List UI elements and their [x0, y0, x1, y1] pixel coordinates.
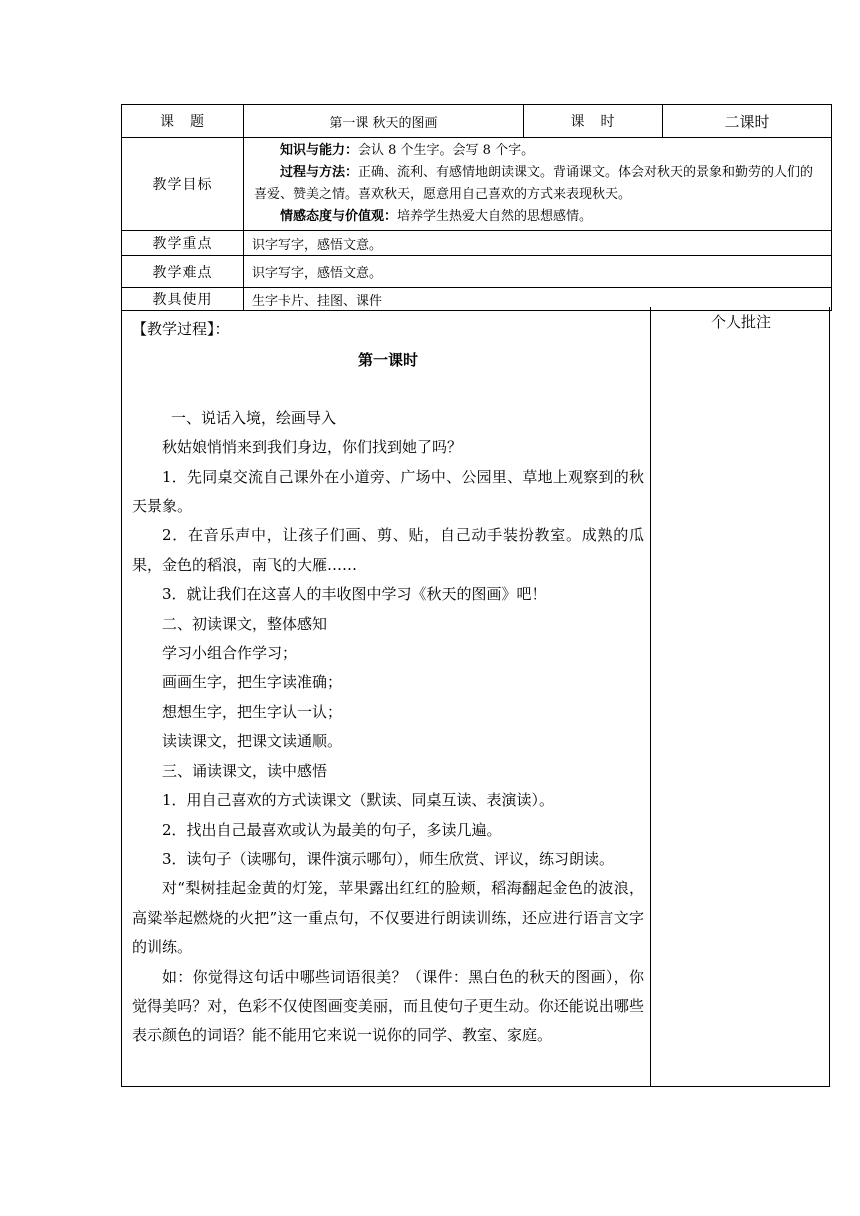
goals-cell — [244, 138, 832, 231]
tools-label: 教具使用 — [122, 288, 244, 311]
paragraph: 2．找出自己最喜欢或认为最美的句子，多读几遍。 — [162, 820, 502, 839]
paragraph: 3．读句子（读哪句，课件演示哪句），师生欣赏、评议，练习朗读。 — [162, 849, 615, 868]
personal-notes-label: 个人批注 — [710, 313, 771, 331]
paragraph: 想想生字，把生字认一认； — [162, 702, 343, 721]
step-heading: 二、初读课文，整体感知 — [162, 614, 328, 633]
step-heading: 三、诵读课文，读中感悟 — [162, 761, 328, 780]
goal-title: 过程与方法： — [280, 165, 359, 180]
goal-title: 知识与能力： — [280, 143, 359, 158]
paragraph: 1．用自己喜欢的方式读课文（默读、同桌互读、表演读）。 — [162, 791, 555, 810]
paragraph: 秋姑娘悄悄来到我们身边，你们找到她了吗？ — [162, 438, 463, 457]
difficulty-label: 教学难点 — [122, 256, 244, 288]
paragraph: 画画生字，把生字读准确； — [162, 673, 343, 692]
goal-text: 培养学生热爱大自然的思想感情。 — [397, 209, 593, 224]
paragraph: 读读课文，把课文读通顺。 — [162, 732, 343, 751]
topic-value: 第一课 秋天的图画 — [244, 105, 524, 138]
personal-notes-column — [651, 307, 831, 332]
step-heading: 一、说话入境，绘画导入 — [171, 408, 337, 427]
column-divider — [650, 307, 651, 1086]
paragraph: 1．先同桌交流自己课外在小道旁、广场中、公园里、草地上观察到的秋天景象。 — [132, 467, 644, 516]
goals-label: 教学目标 — [122, 138, 244, 231]
paragraph: 2．在音乐声中，让孩子们画、剪、贴，自己动手装扮教室。成熟的瓜果，金色的稻浪，南飞的大雁…… — [132, 526, 644, 574]
section-title: 第一课时 — [357, 351, 418, 370]
paragraph: 对“梨树挂起金黄的灯笼，苹果露出红红的脸颊，稻海翻起金色的波浪，高粱举起燃烧的火把”这一重点句，不仅要进行朗读训练，还应进行语言文字的训练。 — [132, 879, 644, 957]
goal-title: 情感态度与价值观： — [280, 209, 398, 224]
period-value: 二课时 — [663, 105, 832, 138]
topic-label: 课 题 — [122, 105, 244, 138]
teaching-process-box — [121, 307, 830, 1087]
tools-value: 生字卡片、挂图、课件 — [244, 288, 832, 311]
goal-text: 会认 8 个生字。会写 8 个字。 — [358, 143, 535, 158]
difficulty-value: 识字写字，感悟文意。 — [244, 256, 832, 288]
period-label: 课 时 — [524, 105, 663, 138]
goal-emotion — [254, 206, 825, 228]
key-value: 识字写字，感悟文意。 — [244, 231, 832, 256]
key-label: 教学重点 — [122, 231, 244, 256]
paragraph: 3．就让我们在这喜人的丰收图中学习《秋天的图画》吧！ — [162, 585, 547, 604]
paragraph: 如：你觉得这句话中哪些词语很美？（课件：黑白色的秋天的图画），你觉得美吗？对，色彩不仅使图画变美丽，而且使句子更生动。你还能说出哪些表示颜色的词语？能不能用它来说一说你的同学、教室、家庭。 — [132, 967, 644, 1045]
goal-process — [254, 162, 825, 206]
paragraph: 学习小组合作学习； — [162, 644, 298, 663]
lesson-header-table — [121, 104, 832, 311]
process-heading: 【教学过程】： — [132, 320, 230, 338]
goal-text: 正确、流利、有感情地朗读课文。背诵课文。体会对秋天的景象和勤劳的人们的喜爱、赞美之情。喜欢秋天，愿意用自己喜欢的方式来表现秋天。 — [254, 165, 814, 202]
goal-knowledge — [254, 140, 825, 162]
process-column — [132, 315, 644, 1051]
